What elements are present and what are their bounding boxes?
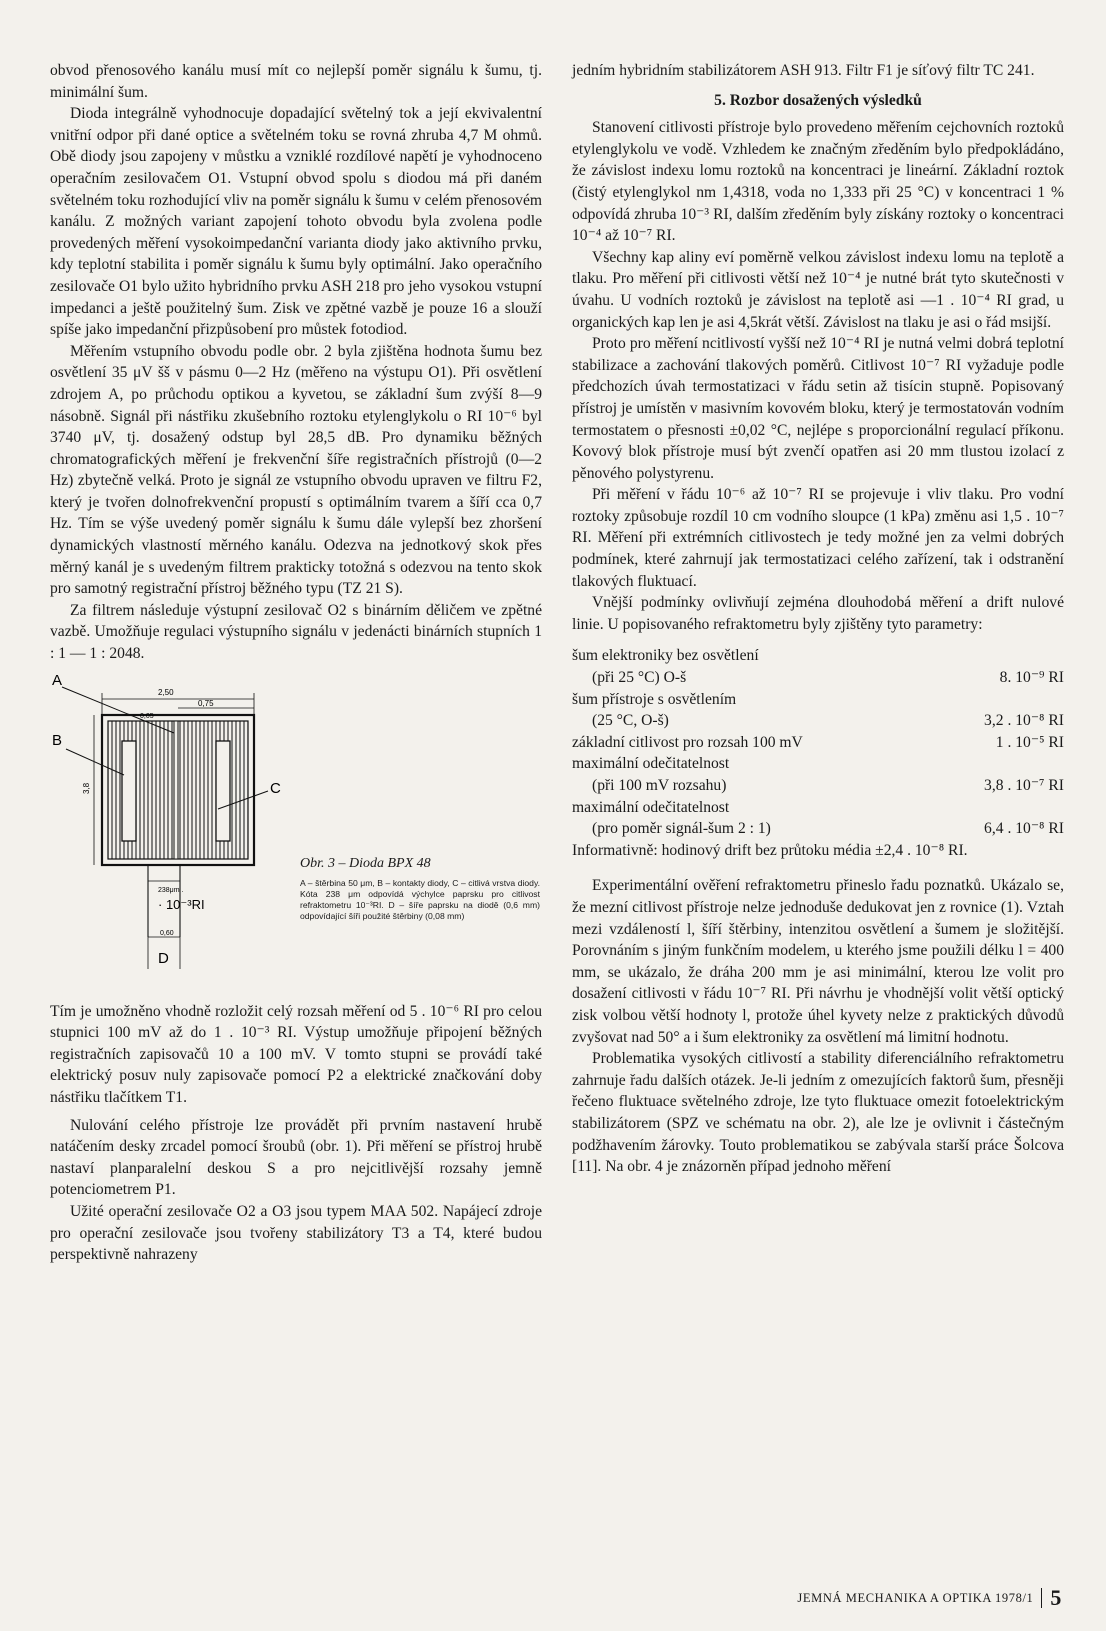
paragraph: jedním hybridním stabilizátorem ASH 913. Filtr F1 je síťový filtr TC 241.	[572, 62, 1035, 79]
paragraph: Tím je umožněno vhodně rozložit celý rozsah měření od 5 . 10⁻⁶ RI pro celou stupnici 100 mV až do 1 . 10⁻³ RI. Výstup umožňuje připojení běžných registračních zapisovačů 10 a 100 mV. V tomto stupni se provádí také elektrický posuv nuly zapisovače pomocí P2 a elektrické značkování doby nástřiku tlačítkem T1.	[50, 1002, 542, 1106]
paragraph: Experimentální ověření refraktometru přineslo řadu poznatků. Ukázalo se, že mezní citlivost přístroje nelze jednoduše dedukovat jen z rovnice (1). Vztah mezi vzdáleností l, šíří štěrbiny, intenzitou osvětlení a šumem je složitější. Porovnáním s jiným funkčním modelem, u kterého jsme použili délku l = 400 mm, se ukázalo, že dráha 200 mm je asi minimální, kterou lze volit pro dosažení citlivosti v řádu 10⁻⁷ RI. Při návrhu je vhodnější volit větší optický zisk volbou větší hodnoty l, protože úhel kyvety nelze z praktických důvodů zvyšovat nad 50° a i šum elektroniky za osvětlení má limitní hodnotu.	[572, 877, 1064, 1046]
section-heading: 5. Rozbor dosažených výsledků	[714, 91, 922, 109]
paragraph: Užité operační zesilovače O2 a O3 jsou typem MAA 502. Napájecí zdroje pro operační zesilovače jsou tvořeny stabilizátory T3 a T4, které budou perspektivně nahrazeny	[50, 1202, 542, 1264]
parameter-row: šum elektroniky bez osvětlení	[572, 647, 759, 665]
dim-slit: 238μm .	[158, 886, 184, 894]
label-d: D	[158, 949, 169, 967]
dim-mid: 0,75	[198, 698, 214, 708]
parameter-row: (25 °C, O-š) 3,2 . 10⁻⁸ RI	[592, 712, 1064, 730]
slit	[174, 721, 178, 859]
paragraph: Nulování celého přístroje lze provádět při prvním nastavení hrubě natáčením desky zrcadel pomocí šroubů (obr. 1). Při měření se přístroj hrubě nastaví planparalelní deskou S a pro nejcitlivější rozsahy jemně potenciometrem P1.	[50, 1116, 542, 1199]
parameter-row: šum přístroje s osvětlením	[572, 690, 737, 708]
parameter-row: základní citlivost pro rozsah 100 mV 1 . 10⁻⁵ RI	[572, 733, 1064, 751]
parameter-row: (při 25 °C) O-š 8. 10⁻⁹ RI	[592, 669, 1064, 687]
parameter-row: (při 100 mV rozsahu) 3,8 . 10⁻⁷ RI	[592, 777, 1064, 794]
paragraph: Problematika vysokých citlivostí a stability diferenciálního refraktometru zahrnuje řadu dalších otázek. Je-li jedním z omezujících faktorů šum, přesněji řečeno fluktuace světelného zdroje, lze tyto fluktuace omezit fotoelektrickým stabilizátorem (SPZ ve schématu na obr. 2), ale lze je ovlivnit i částečným podžhavením žárovky. Touto problematikou se zabývala starší práce Šolcova [11]. Na obr. 4 je znázorněn případ jednoho měření	[572, 1050, 1064, 1176]
label-a: A	[52, 674, 63, 689]
journal-title: JEMNÁ MECHANIKA A OPTIKA 1978/1	[797, 1590, 1034, 1605]
parameter-list	[572, 645, 1064, 861]
informative-note: Informativně: hodinový drift bez průtoku média ±2,4 . 10⁻⁸ RI.	[572, 841, 968, 859]
label-c: C	[270, 779, 281, 797]
figure-caption-text: A – štěrbina 50 μm, B – kontakty diody, C – citlivá vrstva diody. Kóta 238 μm odpovídá výchylce paprsku pro citlivost refraktometru 10⁻³RI. D – šíře paprsku na diodě (0,6 mm) odpovídající šíři použité štěrbiny (0,08 mm)	[300, 877, 540, 922]
diode-diagram	[50, 675, 300, 987]
parameter-row: (pro poměr signál-šum 2 : 1) 6,4 . 10⁻⁸ RI	[592, 820, 1064, 838]
left-column	[50, 60, 542, 1266]
figure-diode-bpx48	[50, 675, 542, 987]
page-number: 5	[1050, 1585, 1062, 1610]
dim-height: 3,8	[82, 782, 91, 794]
label-b: B	[52, 731, 63, 749]
paragraph: Všechny kap aliny eví poměrně velkou závislost indexu lomu na teplotě a tlaku. Pro měření při citlivosti větší než 10⁻⁴ je nutné brát tyto skutečnosti v úvahu. U vodních roztoků je závislost na teplotě asi —1 . 10⁻⁴ RI grad, u organických kap len je asi 4,5krát větší. Závislost na tlaku je asi o řád msijší.	[572, 248, 1064, 331]
paragraph: Stanovení citlivosti přístroje bylo provedeno měřením cejchovních roztoků etylenglykolu ve vodě. Vzhledem ke značným zředěním bylo předpokládáno, že závislost indexu lomu roztoků na koncentraci je lineární. Základní roztok (čistý etylenglykol nm 1,4318, voda no 1,333 při 25 °C) v koncentraci 1 % odpovídá zhruba 10⁻³ RI, dalším zředěním byly získány roztoky o koncentraci 10⁻⁴ až 10⁻⁷ RI.	[572, 119, 1064, 245]
footer-divider	[1041, 1588, 1042, 1608]
parameter-row: maximální odečitatelnost	[572, 755, 730, 773]
paragraph: Dioda integrálně vyhodnocuje dopadající světelný tok a její ekvivalentní vnitřní odpor při dané optice a světelném toku se rovná zhruba 4,7 M ohmů. Obě diody jsou zapojeny v můstku a vzniklé rozdílové napětí je vyhodnoceno operačním zesilovačem O1. Vstupní obvod spolu s diodou má při daném světelném toku rozhodující vliv na poměr signálu k šumu v celém přenosovém kanálu. Z možných variant zapojení tohoto obvodu byla zvolena podle provedených měření vysokoimpedanční varianta diody jako aktivního prvku, kdy teplotní stabilita i poměr signálu k šumu byly optimální. Jako operačního zesilovače O1 bylo užito hybridního prvku ASH 218 pro jeho vysokou vstupní impedanci a ještě použitelný šum. Zisk ve zpětné vazbě je pouze 16 a slouží spíše jako impedanční přizpůsobení pro můstek fotodiod.	[50, 105, 542, 339]
paragraph: Za filtrem následuje výstupní zesilovač O2 s binárním děličem ve zpětné vazbě. Umožňuje regulaci výstupního signálu v jedenácti binárních stupních 1 : 1 — 1 : 2048.	[50, 601, 542, 663]
right-column	[572, 60, 1064, 1178]
dim-top: 2,50	[158, 687, 174, 697]
dim-bottom: 0,60	[160, 929, 174, 937]
contact-left	[122, 741, 136, 841]
contact-right	[216, 741, 230, 841]
paragraph: Při měření v řádu 10⁻⁶ až 10⁻⁷ RI se projevuje i vliv tlaku. Pro vodní roztoky způsobuje rozdíl 10 cm vodního sloupce (1 kPa) změnu asi 1,5 . 10⁻⁷ RI. Měření při extrémních citlivostech je tedy možné jen za velmi dobrých podmínek, které zahrnují jak termostatizaci celého zařízení, tak i odstranění tlakových fluktuací.	[572, 486, 1064, 590]
dim-small: 0,05	[140, 712, 154, 720]
paragraph: Měřením vstupního obvodu podle obr. 2 byla zjištěna hodnota šumu bez osvětlení 35 μV šš v pásmu 0—2 Hz (měřeno na výstupu O1). Při osvětlení zdrojem A, po průchodu optikou a kyvetou, se základní šum zvýší 8—9 násobně. Signál při nástřiku zkušebního roztoku etylenglykolu o RI 10⁻⁶ byl 3740 μV, tj. dosažený odstup byl 28,5 dB. Pro dynamiku běžných chromatografických měření je frekvenční šíře registračních přístrojů (0—2 Hz) zbytečně velká. Proto je signál ze vstupního obvodu upraven ve filtru F2, který je tvořen dolnofrekvenční propustí s optimálním tvarem a šíří cca 0,7 Hz. Tím se výše uvedený poměr signálu k šumu dále vylepší bez zhoršení dynamických vlastností měrného kanálu. Odezva na jednotkový skok přes měrný kanál je s uvedeným filtrem prakticky totožná s odezvou na tento skok pro samotný registrační přístroj běžného typu (TZ 21 S).	[50, 342, 542, 598]
dim-scale: · 10⁻³RI	[158, 896, 205, 912]
paragraph: Proto pro měření ncitlivostí vyšší než 10⁻⁴ RI je nutná velmi dobrá teplotní stabilizace a zachování tlakových poměrů. Citlivost 10⁻⁷ RI vyžaduje podle předchozích úvah termostatizaci v řádu setin až tisícin stupně. Popisovaný přístroj je umístěn v masivním kovovém bloku, který je termostatován vodním termostatem o přesnosti ±0,02 °C, nejlépe s proporcionální regulací příkonu. Kovový blok přístroje musí být zvenčí opatřen asi 20 mm tlustou izolací z pěnového polystyrenu.	[572, 335, 1064, 482]
page-footer	[797, 1585, 1062, 1611]
paragraph: obvod přenosového kanálu musí mít co nejlepší poměr signálu k šumu, tj. minimální šum.	[50, 62, 542, 101]
figure-caption-title: Obr. 3 – Dioda BPX 48	[300, 855, 431, 871]
parameter-row: maximální odečitatelnost	[572, 798, 730, 816]
paragraph: Vnější podmínky ovlivňují zejména dlouhodobá měření a drift nulové linie. U popisovaného refraktometru byly zjištěny tyto parametry:	[572, 594, 1064, 633]
